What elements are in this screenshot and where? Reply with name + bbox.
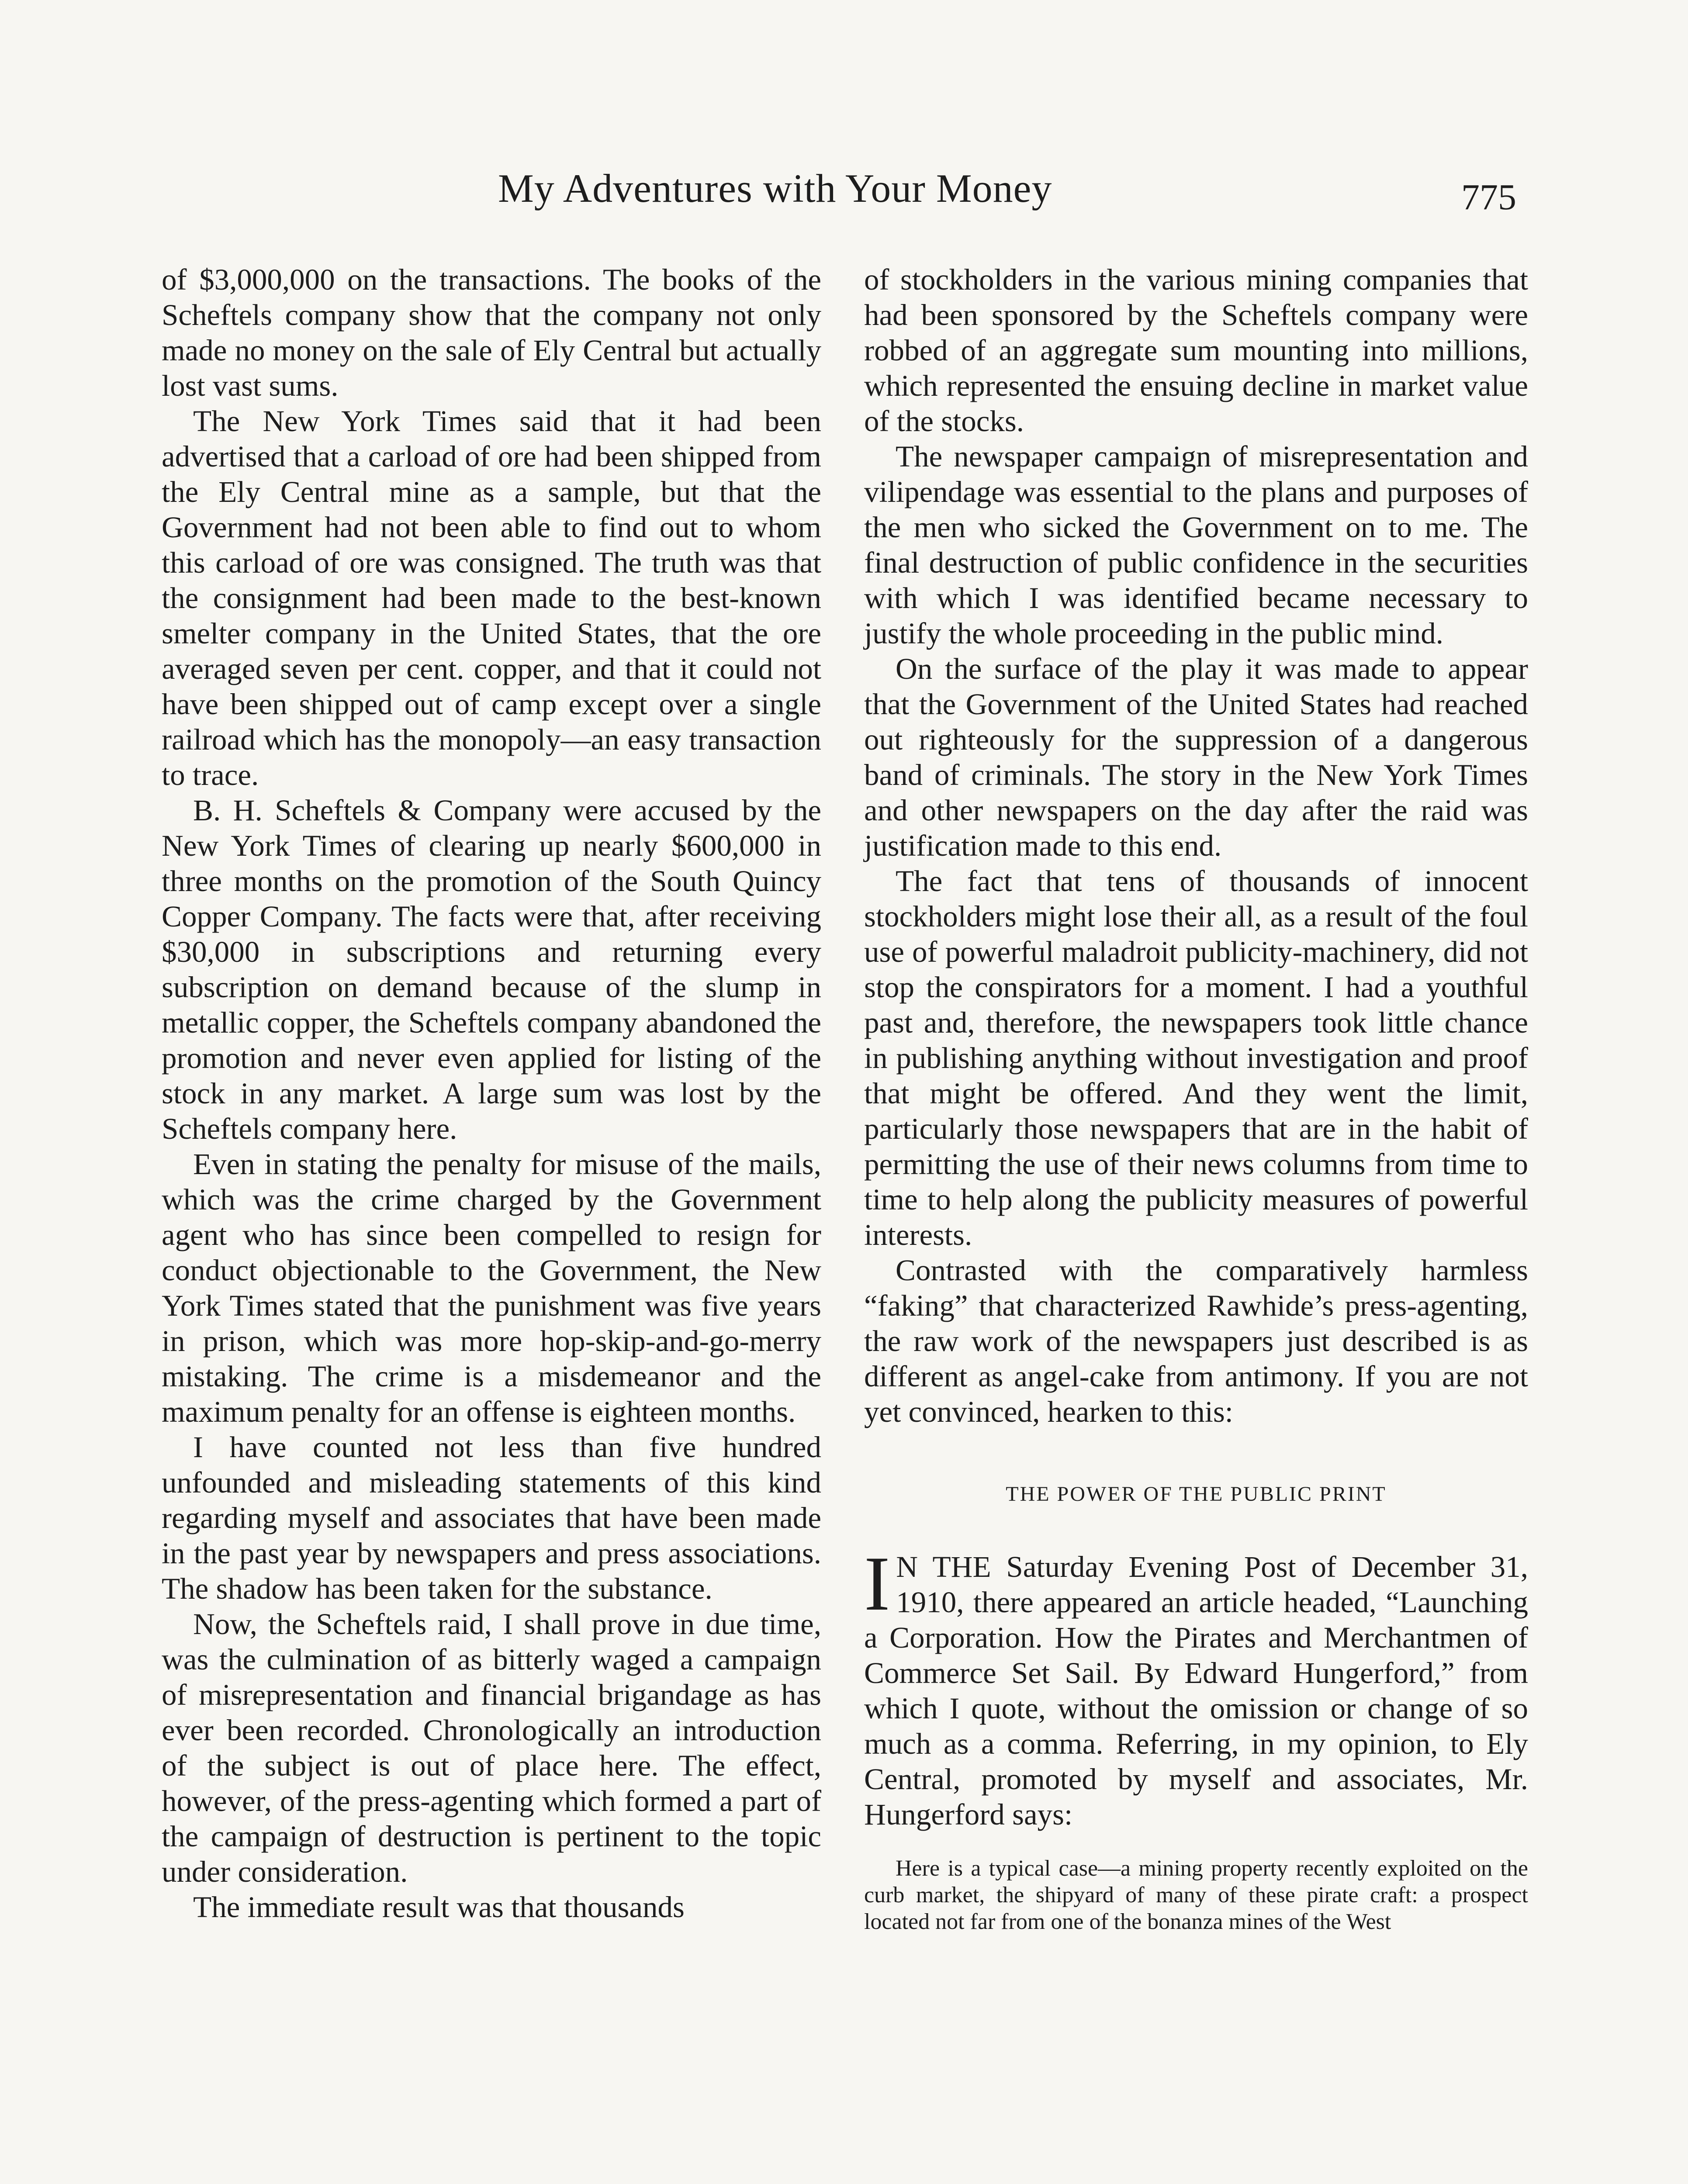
paragraph: of $3,000,000 on the transactions. The books of the Scheftels company show that the company not only made no money on the sale of Ely Central but actually lost vast sums. [162, 263, 821, 402]
quote-text: Here is a typical case—a mining property recently exploited on the curb market, the shipyard of many of these pirate craft: a prospect located not far from one of the bonanza mines of the West [864, 1856, 1528, 1934]
paragraph: B. H. Scheftels & Company were accused by the New York Times of clearing up nearly $600,000 in three months on the promotion of the South Quincy Copper Company. The facts were that, after receiving $30,000 in subscriptions and returning every subscription on demand because of the slump in metallic copper, the Scheftels company abandoned the promotion and never even applied for listing of the stock in any market. A large sum was lost by the Scheftels company here. [162, 794, 821, 1145]
paragraph: Even in stating the penalty for misuse of the mails, which was the crime charged by the Government agent who has since been compelled to resign for conduct objectionable to the Government, the New York Times stated that the punishment was five years in prison, which was more hop-skip-and-go-merry mistaking. The crime is a misdemeanor and the maximum penalty for an offense is eighteen months. [162, 1147, 821, 1428]
page-number: 775 [1461, 177, 1516, 218]
dropcap-paragraph [864, 1540, 1528, 1832]
running-head: My Adventures with Your Money [498, 166, 1052, 211]
paragraph: The immediate result was that thousands [193, 1890, 685, 1924]
paragraph: I have counted not less than five hundred unfounded and misleading statements of this kind regarding myself and associates that have been made in the past year by newspapers and press associations. The shadow has been taken for the substance. [162, 1431, 821, 1605]
paragraph: Contrasted with the comparatively harmless “faking” that characterized Rawhide’s press-agenting, the raw work of the newspapers just described is as different as angel-cake from antimony. If you are not yet convinced, hearken to this: [864, 1254, 1528, 1428]
section-heading: THE POWER OF THE PUBLIC PRINT [1006, 1482, 1387, 1506]
block-quote [864, 1855, 1528, 1935]
paragraph: The newspaper campaign of misrepresentation and vilipendage was essential to the plans and purposes of the men who sicked the Government on to me. The final destruction of public confidence in the securities with which I was identified became necessary to justify the whole proceeding in the public mind. [864, 440, 1528, 650]
paragraph: The fact that tens of thousands of innocent stockholders might lose their all, as a result of the foul use of powerful maladroit publicity-machinery, did not stop the conspirators for a moment. I had a youthful past and, therefore, the newspapers took little chance in publishing anything without investigation and proof that might be offered. And they went the limit, particularly those newspapers that are in the habit of permitting the use of their news columns from time to time to help along the publicity measures of powerful interests. [864, 864, 1528, 1251]
paragraph: of stockholders in the various mining companies that had been sponsored by the Scheftels company were robbed of an aggregate sum mounting into millions, which represented the ensuing decline in market value of the stocks. [864, 263, 1528, 438]
right-column [864, 262, 1528, 1935]
dropcap-paragraph-text: N THE Saturday Evening Post of December 31, 1910, there appeared an article headed, “Launching a Corporation. How the Pirates and Merchantmen of Commerce Set Sail. By Edward Hungerford,” from which I quote, without the omission or change of so much as a comma. Referring, in my opinion, to Ely Central, promoted by myself and associates, Mr. Hungerford says: [864, 1550, 1528, 1831]
dropcap-letter: I [864, 1540, 890, 1627]
paragraph: Now, the Scheftels raid, I shall prove in due time, was the culmination of as bitterly waged a campaign of misrepresentation and financial brigandage as has ever been recorded. Chronologically an introduction of the subject is out of place here. The effect, however, of the press-agenting which formed a part of the campaign of destruction is pertinent to the topic under consideration. [162, 1607, 821, 1888]
left-column [162, 262, 821, 1925]
paragraph: On the surface of the play it was made to appear that the Government of the United States had reached out righteously for the suppression of a dangerous band of criminals. The story in the New York Times and other newspapers on the day after the raid was justification made to this end. [864, 652, 1528, 862]
paragraph: The New York Times said that it had been advertised that a carload of ore had been shipped from the Ely Central mine as a sample, but that the Government had not been able to find out to whom this carload of ore was consigned. The truth was that the consignment had been made to the best-known smelter company in the United States, that the ore averaged seven per cent. copper, and that it could not have been shipped out of camp except over a single railroad which has the monopoly—an easy transaction to trace. [162, 404, 821, 791]
